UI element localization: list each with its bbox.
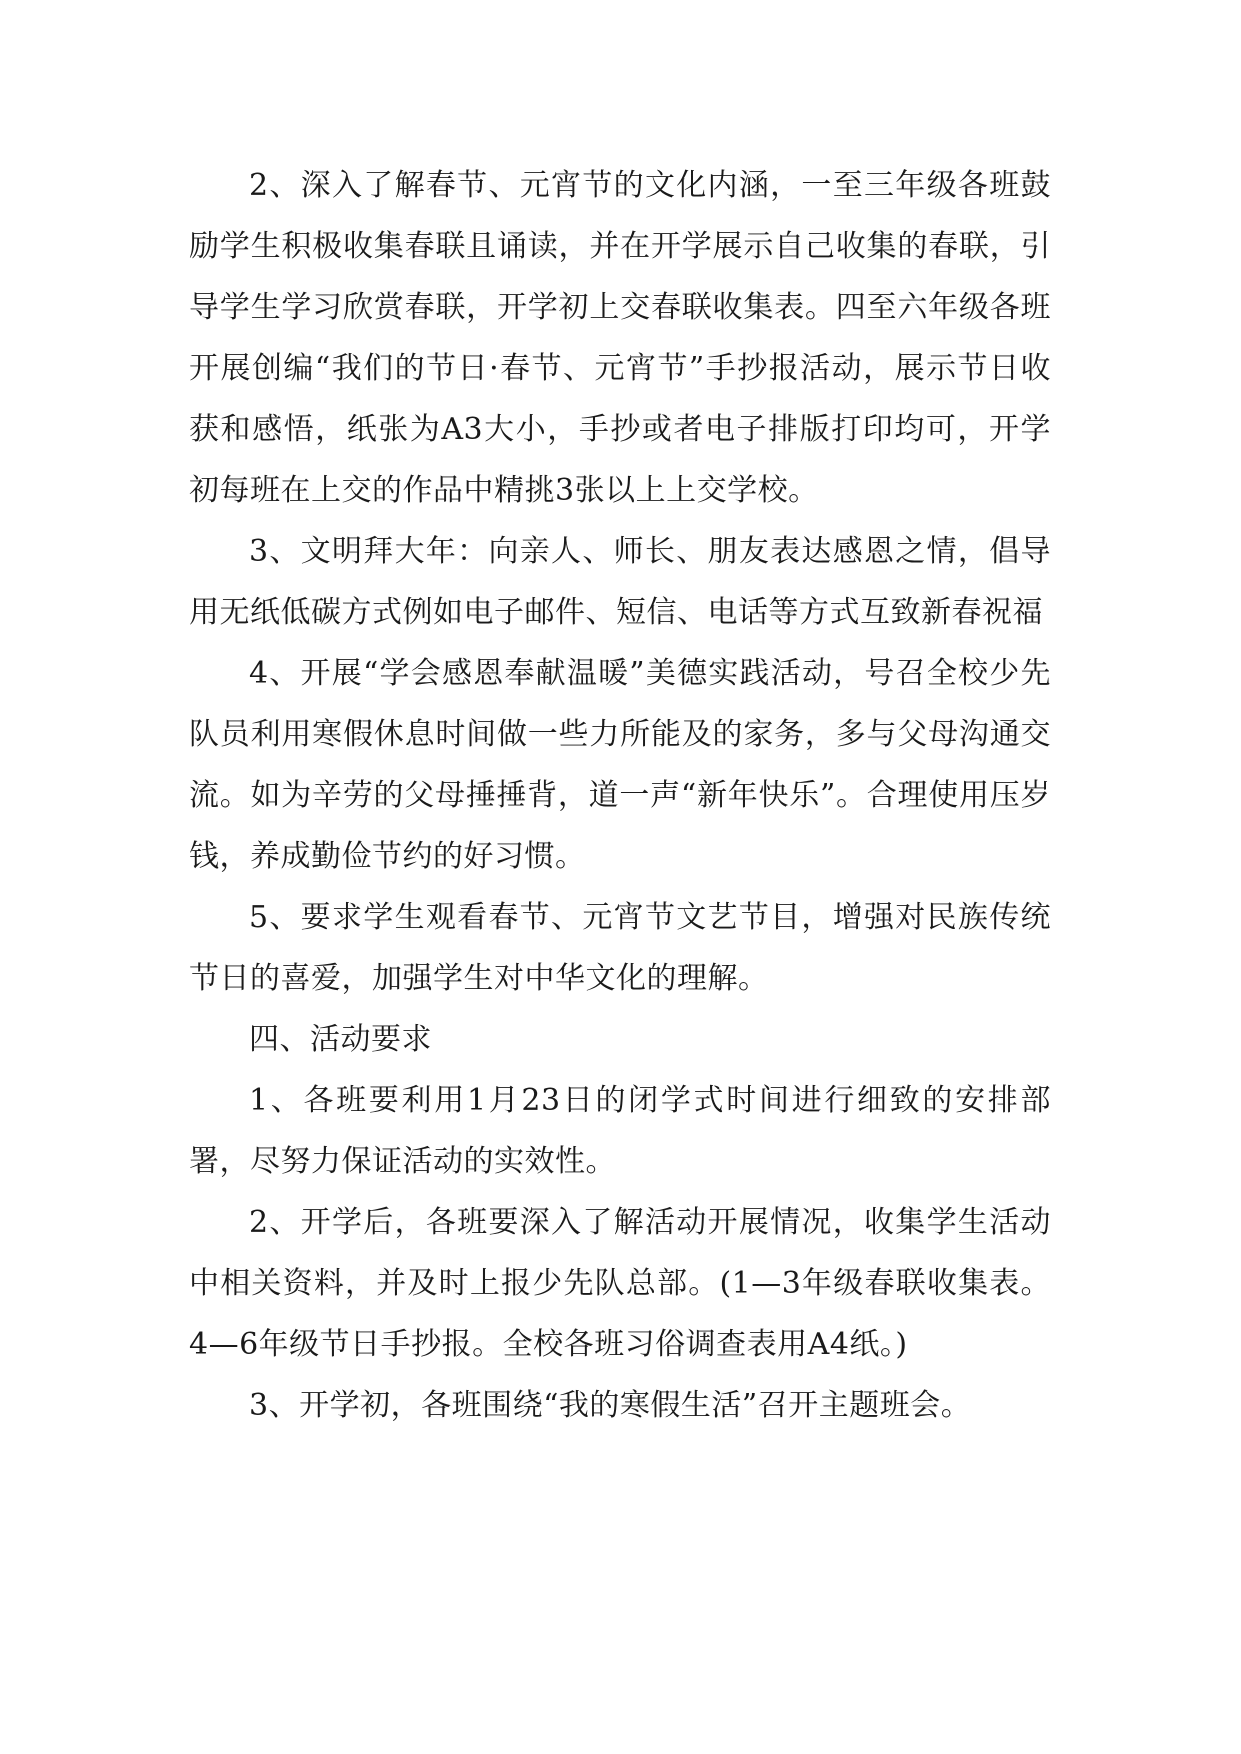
section-heading-activity-requirements: 四、活动要求	[249, 1022, 432, 1057]
document-page	[189, 155, 1051, 1436]
paragraph-item-3: 3、文明拜大年：向亲人、师长、朋友表达感恩之情，倡导用无纸低碳方式例如电子邮件、短信、电话等方式互致新春祝福	[189, 534, 1051, 630]
requirement-item-3: 3、开学初，各班围绕“我的寒假生活”召开主题班会。	[249, 1388, 972, 1423]
requirement-item-1: 1、各班要利用1月23日的闭学式时间进行细致的安排部署，尽努力保证活动的实效性。	[189, 1083, 1051, 1179]
paragraph-item-5: 5、要求学生观看春节、元宵节文艺节目，增强对民族传统节日的喜爱，加强学生对中华文化的理解。	[189, 900, 1051, 996]
paragraph-item-4: 4、开展“学会感恩奉献温暖”美德实践活动，号召全校少先队员利用寒假休息时间做一些力所能及的家务，多与父母沟通交流。如为辛劳的父母捶捶背，道一声“新年快乐”。合理使用压岁钱，养成勤俭节约的好习惯。	[189, 656, 1051, 874]
requirement-item-2: 2、开学后，各班要深入了解活动开展情况，收集学生活动中相关资料，并及时上报少先队总部。(1—3年级春联收集表。4—6年级节日手抄报。全校各班习俗调查表用A4纸。)	[189, 1205, 1051, 1362]
paragraph-item-2: 2、深入了解春节、元宵节的文化内涵，一至三年级各班鼓励学生积极收集春联且诵读，并在开学展示自己收集的春联，引导学生学习欣赏春联，开学初上交春联收集表。四至六年级各班开展创编“我们的节日·春节、元宵节”手抄报活动，展示节日收获和感悟，纸张为A3大小，手抄或者电子排版打印均可，开学初每班在上交的作品中精挑3张以上上交学校。	[189, 168, 1051, 508]
